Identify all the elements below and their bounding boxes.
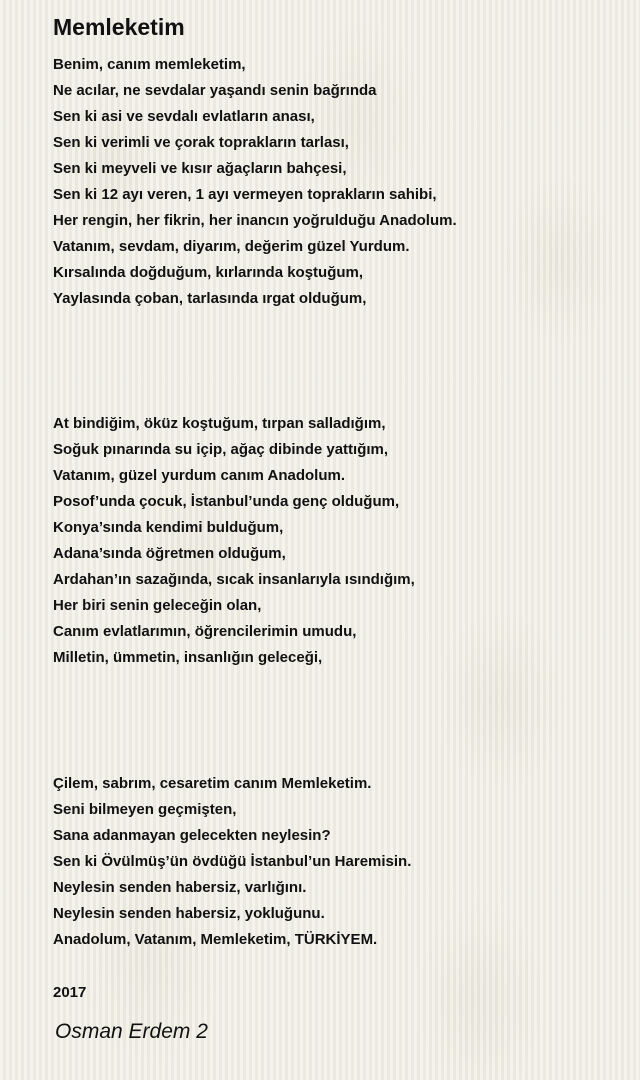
poem-line: Sen ki verimli ve çorak toprakların tarlası, (53, 134, 349, 151)
poem-line: At bindiğim, öküz koştuğum, tırpan salladığım, (53, 415, 386, 432)
poem-line: Çilem, sabrım, cesaretim canım Memleketim. (53, 775, 372, 792)
poem-line: Her biri senin geleceğin olan, (53, 597, 262, 614)
poem-year: 2017 (53, 984, 87, 1001)
stanza-2 (53, 411, 415, 671)
poem-line: Yaylasında çoban, tarlasında ırgat olduğum, (53, 290, 367, 307)
poem-line: Kırsalında doğduğum, kırlarında koştuğum, (53, 264, 364, 281)
poem-line: Neylesin senden habersiz, varlığını. (53, 879, 307, 896)
poem-line: Ne acılar, ne sevdalar yaşandı senin bağrında (53, 82, 377, 99)
poem-line: Neylesin senden habersiz, yokluğunu. (53, 905, 325, 922)
poem-line: Adana’sında öğretmen olduğum, (53, 545, 286, 562)
poem-line: Vatanım, güzel yurdum canım Anadolum. (53, 467, 345, 484)
poem-title: Memleketim (53, 14, 185, 40)
poem-line: Vatanım, sevdam, diyarım, değerim güzel Yurdum. (53, 238, 410, 255)
poem-line: Sana adanmayan gelecekten neylesin? (53, 827, 331, 844)
poem-line: Benim, canım memleketim, (53, 56, 246, 73)
poem-line: Milletin, ümmetin, insanlığın geleceği, (53, 649, 323, 666)
poem-author: Osman Erdem 2 (55, 1020, 208, 1043)
stanza-3 (53, 771, 411, 953)
poem-line: Sen ki 12 ayı veren, 1 ayı vermeyen toprakların sahibi, (53, 186, 437, 203)
poem-line: Konya’sında kendimi bulduğum, (53, 519, 284, 536)
stanza-1 (53, 52, 457, 312)
poem-line: Sen ki meyveli ve kısır ağaçların bahçesi, (53, 160, 347, 177)
poem-line: Her rengin, her fikrin, her inancın yoğrulduğu Anadolum. (53, 212, 457, 229)
poem-line: Sen ki Övülmüş’ün övdüğü İstanbul’un Haremisin. (53, 853, 412, 870)
poem-line: Posof’unda çocuk, İstanbul’unda genç olduğum, (53, 493, 400, 510)
poem-line: Sen ki asi ve sevdalı evlatların anası, (53, 108, 315, 125)
poem-line: Canım evlatlarımın, öğrencilerimin umudu, (53, 623, 357, 640)
poem-line: Anadolum, Vatanım, Memleketim, TÜRKİYEM. (53, 931, 378, 948)
poem-line: Ardahan’ın sazağında, sıcak insanlarıyla ısındığım, (53, 571, 415, 588)
poem-line: Soğuk pınarında su içip, ağaç dibinde yattığım, (53, 441, 389, 458)
poem-line: Seni bilmeyen geçmişten, (53, 801, 237, 818)
